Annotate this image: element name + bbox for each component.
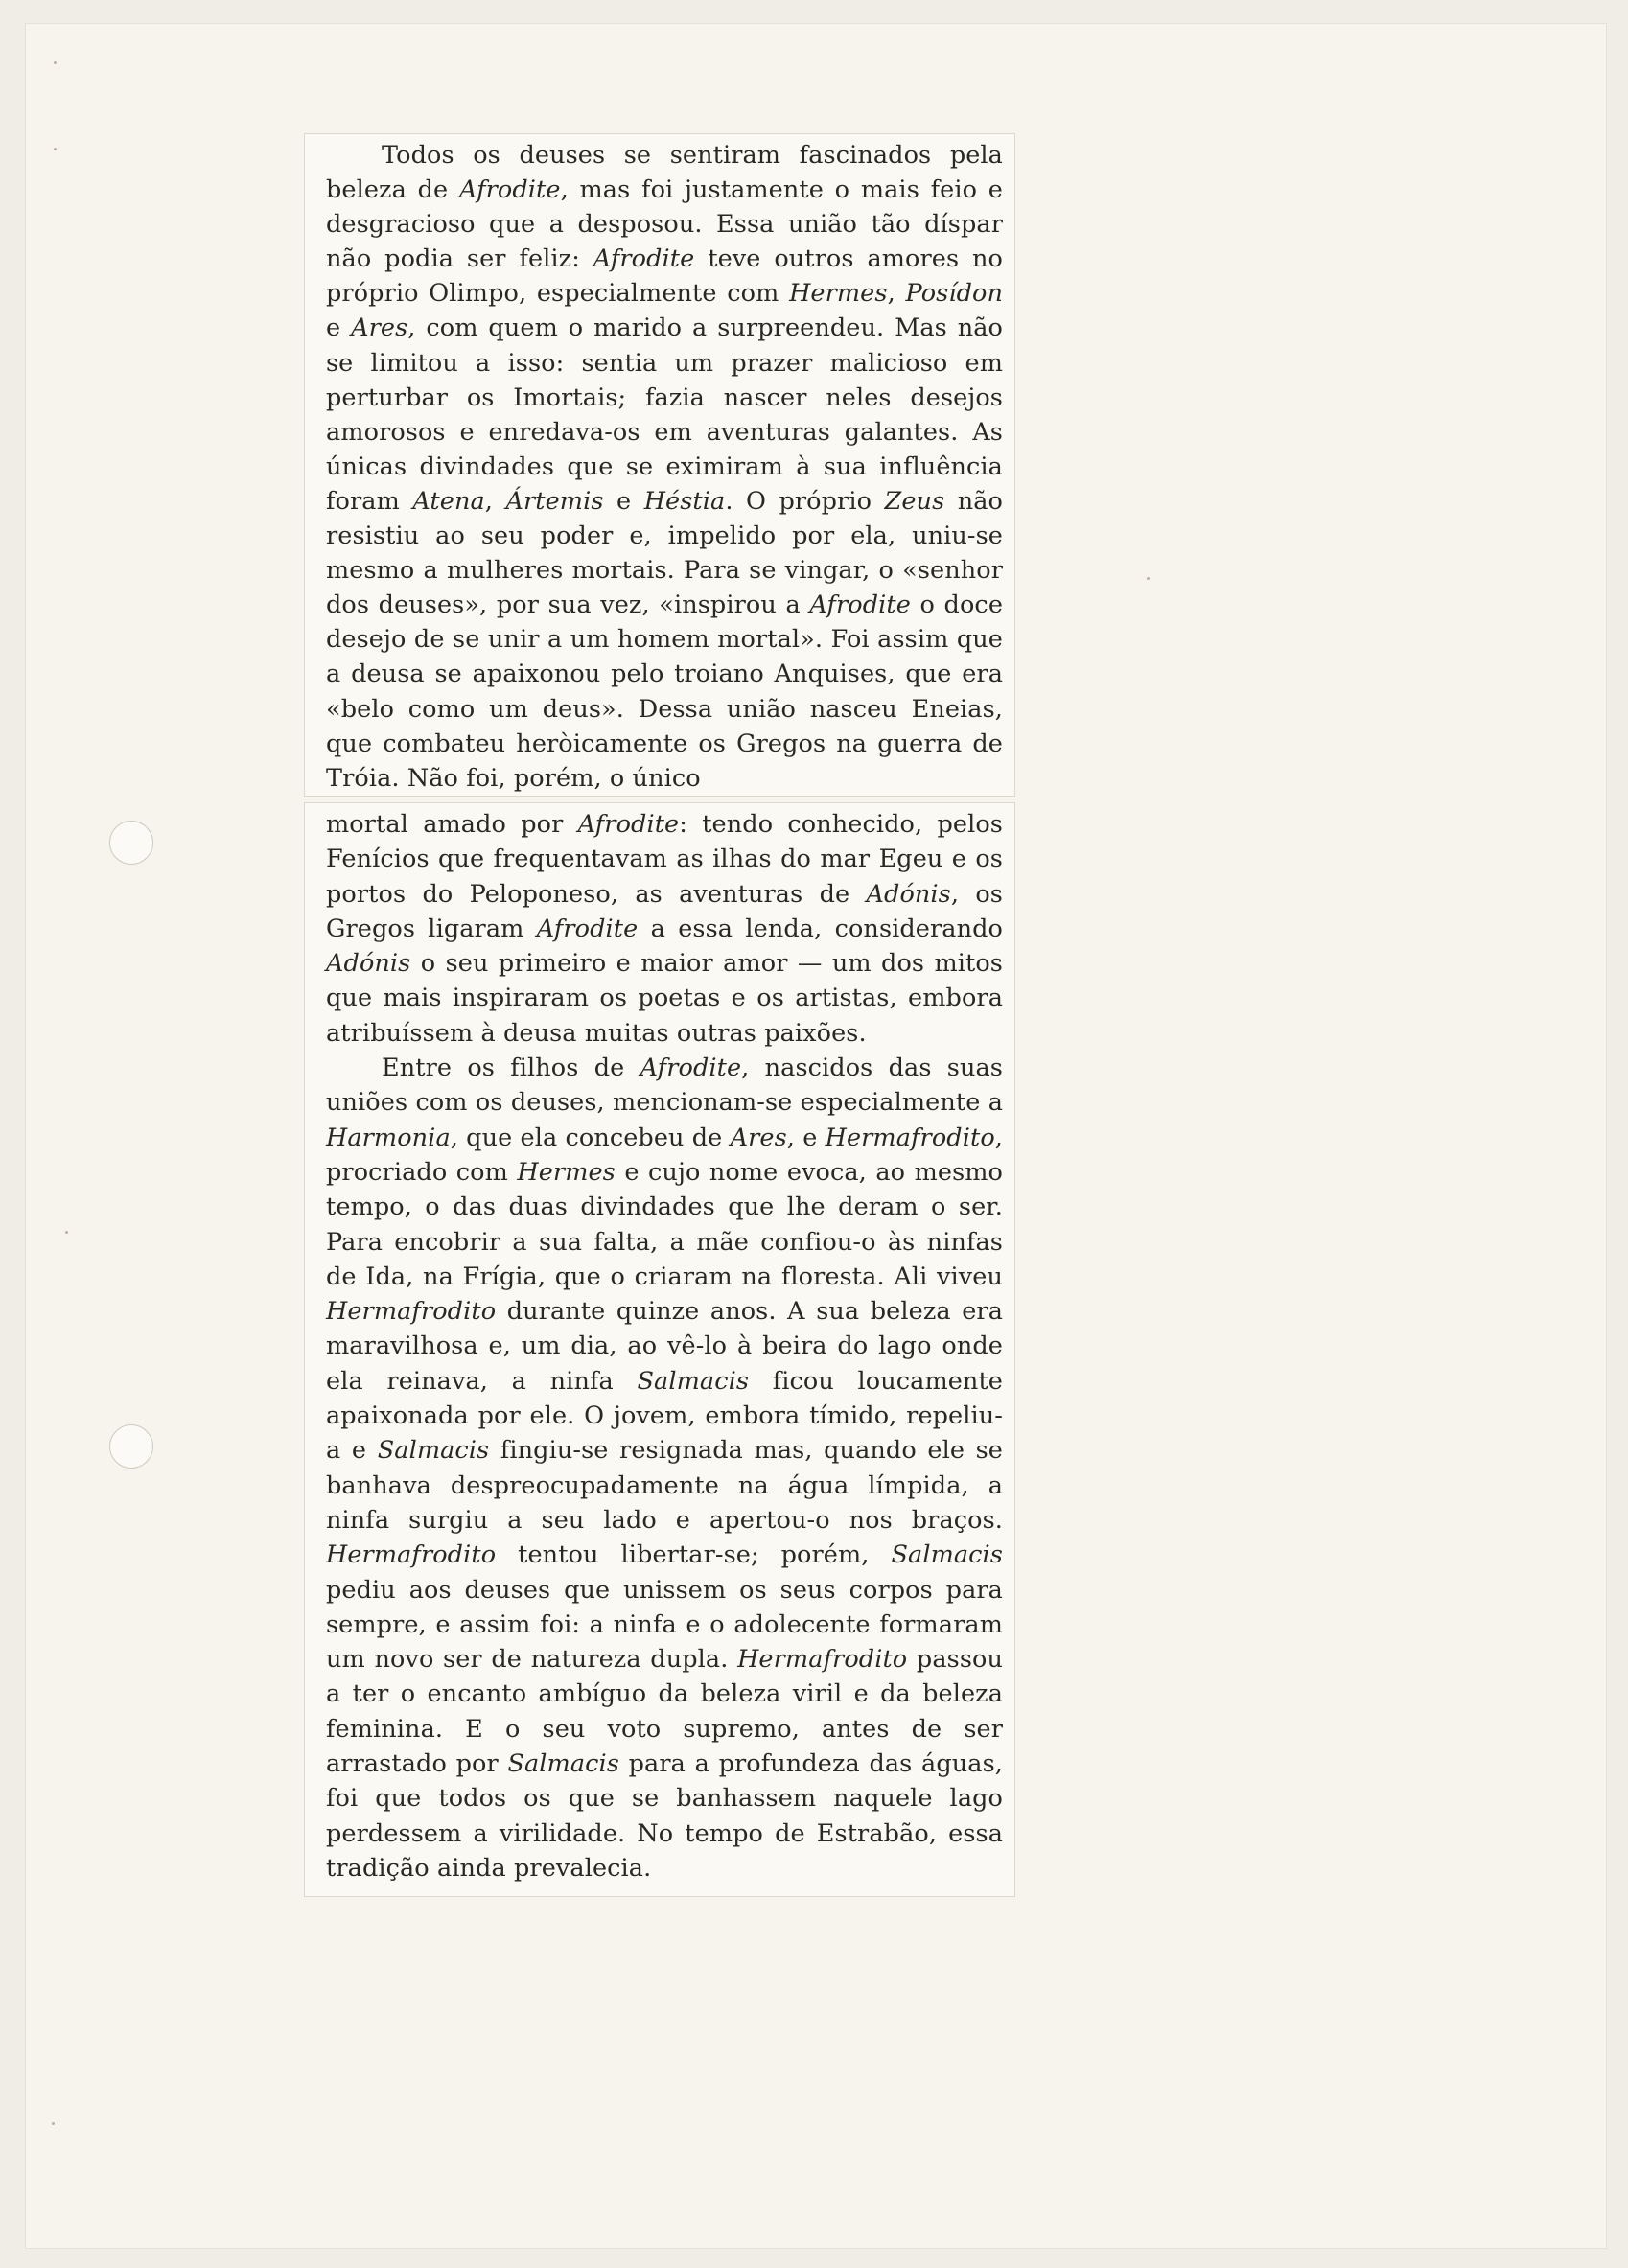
clipping-text	[326, 807, 1003, 1886]
paragraph: Entre os filhos de Afrodite, nascidos das suas uniões com os deuses, mencionam-se especialmente a Harmonia, que ela concebeu de Ares, e Hermafrodito, procriado com Hermes e cujo nome evoca, ao mesmo tempo, o das duas divindades que lhe deram o ser. Para encobrir a sua falta, a mãe confiou-o às ninfas de Ida, na Frígia, que o criaram na floresta. Ali viveu Hermafrodito durante quinze anos. A sua beleza era maravilhosa e, um dia, ao vê-lo à beira do lago onde ela reinava, a ninfa Salmacis ficou loucamente apaixonada por ele. O jovem, embora tímido, repeliu-a e Salmacis fingiu-se resignada mas, quando ele se banhava despreocupadamente na água límpida, a ninfa surgiu a seu lado e apertou-o nos braços. Hermafrodito tentou libertar-se; porém, Salmacis pediu aos deuses que unissem os seus corpos para sempre, e assim foi: a ninfa e o adolecente formaram um novo ser de natureza dupla. Hermafrodito passou a ter o encanto ambíguo da beleza viril e da beleza feminina. E o seu voto supremo, antes de ser arrastado por Salmacis para a profundeza das águas, foi que todos os que se banhassem naquele lago perdessem a virilidade. No tempo de Estrabão, essa tradição ainda prevalecia.	[326, 1053, 1004, 1883]
italic-name: Afrodite	[640, 1053, 742, 1083]
clipping-text	[326, 138, 1003, 796]
newspaper-clipping-bottom	[305, 803, 1014, 1896]
paper-speck	[52, 2122, 55, 2125]
italic-name: Salmacis	[377, 1436, 490, 1466]
italic-name: Ares	[730, 1122, 787, 1152]
italic-name: Adónis	[866, 879, 951, 909]
newspaper-clipping-top	[305, 134, 1014, 796]
punch-hole	[109, 1424, 153, 1469]
paper-speck	[54, 148, 57, 150]
italic-name: Hermes	[789, 279, 888, 309]
paragraph: mortal amado por Afrodite: tendo conhecido, pelos Fenícios que frequentavam as ilhas do mar Egeu e os portos do Peloponeso, as aventuras de Adónis, os Gregos ligaram Afrodite a essa lenda, considerando Adónis o seu primeiro e maior amor — um dos mitos que mais inspiraram os poetas e os artistas, embora atribuíssem à deusa muitas outras paixões.	[326, 810, 1003, 1048]
italic-name: Salmacis	[891, 1540, 1003, 1570]
italic-name: Harmonia	[326, 1122, 451, 1152]
italic-name: Afrodite	[459, 175, 561, 205]
italic-name: Héstia	[643, 486, 726, 516]
punch-hole	[109, 821, 153, 865]
paper-speck	[54, 61, 57, 64]
italic-name: Adónis	[326, 949, 411, 979]
italic-name: Afrodite	[577, 810, 680, 839]
italic-name: Hermafrodito	[825, 1122, 995, 1152]
italic-name: Salmacis	[637, 1366, 750, 1396]
italic-name: Afrodite	[809, 590, 911, 620]
italic-name: Ares	[351, 313, 408, 343]
italic-name: Hermafrodito	[326, 1540, 497, 1570]
italic-name: Zeus	[884, 486, 945, 516]
italic-name: Hermafrodito	[737, 1645, 908, 1675]
italic-name: Posídon	[905, 279, 1003, 309]
italic-name: Ártemis	[505, 486, 604, 516]
italic-name: Salmacis	[507, 1749, 619, 1779]
italic-name: Hermes	[517, 1157, 616, 1187]
paper-speck	[65, 1231, 68, 1234]
paragraph: Todos os deuses se sentiram fascinados pela beleza de Afrodite, mas foi justamente o mais feio e desgracioso que a desposou. Essa união tão díspar não podia ser feliz: Afrodite teve outros amores no próprio Olimpo, especialmente com Hermes, Posídon e Ares, com quem o marido a surpreendeu. Mas não se limitou a isso: sentia um prazer malicioso em perturbar os Imortais; fazia nascer neles desejos amorosos e enredava-os em aventuras galantes. As únicas divindades que se eximiram à sua influência foram Atena, Ártemis e Héstia. O próprio Zeus não resistiu ao seu poder e, impelido por ela, uniu-se mesmo a mulheres mortais. Para se vingar, o «senhor dos deuses», por sua vez, «inspirou a Afrodite o doce desejo de se unir a um homem mortal». Foi assim que a deusa se apaixonou pelo troiano Anquises, que era «belo como um deus». Dessa união nasceu Eneias, que combateu heròicamente os Gregos na guerra de Tróia. Não foi, porém, o único	[326, 141, 1004, 793]
paper-speck	[1147, 577, 1150, 580]
italic-name: Atena	[412, 486, 485, 516]
italic-name: Afrodite	[593, 244, 695, 274]
italic-name: Hermafrodito	[326, 1297, 497, 1327]
italic-name: Afrodite	[536, 914, 639, 943]
